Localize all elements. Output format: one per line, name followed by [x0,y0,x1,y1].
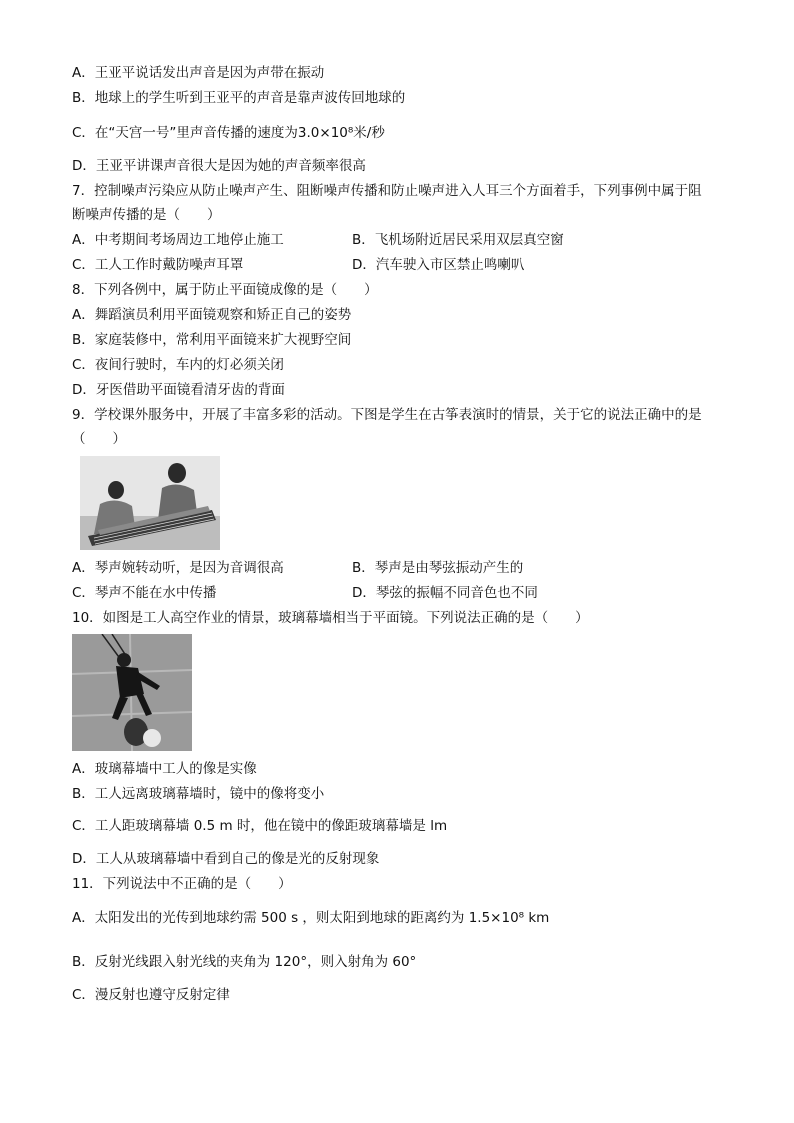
q9-option-a: A．琴声婉转动听，是因为音调很高 [72,560,284,576]
q9-stem-line1: 9．学校课外服务中，开展了丰富多彩的活动。下图是学生在古筝表演时的情景，关于它的说法正确中的是 [72,407,702,423]
q8-stem: 8．下列各例中，属于防止平面镜成像的是（ ） [72,282,378,298]
q10-option-b: B．工人远离玻璃幕墙时，镜中的像将变小 [72,786,325,802]
q6-option-c: C．在“天宫一号”里声音传播的速度为3.0×10⁸米/秒 [72,125,385,141]
q6-option-b: B．地球上的学生听到王亚平的声音是靠声波传回地球的 [72,90,406,106]
q7-stem-line2: 断噪声传播的是（ ） [72,207,221,223]
q10-stem: 10．如图是工人高空作业的情景，玻璃幕墙相当于平面镜。下列说法正确的是（ ） [72,610,589,626]
q11-option-a: A．太阳发出的光传到地球约需 500 s ，则太阳到地球的距离约为 1.5×10⁸ km [72,910,550,926]
q7-option-b: B．飞机场附近居民采用双层真空窗 [352,232,564,248]
q11-option-c: C．漫反射也遵守反射定律 [72,987,230,1003]
q10-option-d: D．工人从玻璃幕墙中看到自己的像是光的反射现象 [72,851,380,867]
q9-option-b: B．琴声是由琴弦振动产生的 [352,560,524,576]
q6-option-a: A．王亚平说话发出声音是因为声带在振动 [72,65,325,81]
q7-option-c: C．工人工作时戴防噪声耳罩 [72,257,244,273]
q8-option-c: C．夜间行驶时，车内的灯必须关闭 [72,357,284,373]
q9-stem-line2: （ ） [72,431,126,447]
q7-stem-line1: 7．控制噪声污染应从防止噪声产生、阻断噪声传播和防止噪声进入人耳三个方面着手，下列事例中属于阻 [72,183,702,199]
q9-option-d: D．琴弦的振幅不同音色也不同 [352,585,538,601]
q8-option-b: B．家庭装修中，常利用平面镜来扩大视野空间 [72,332,352,348]
q7-option-a: A．中考期间考场周边工地停止施工 [72,232,284,248]
q8-option-a: A．舞蹈演员利用平面镜观察和矫正自己的姿势 [72,307,352,323]
q6-option-d: D．王亚平讲课声音很大是因为她的声音频率很高 [72,158,366,174]
window-cleaner-photo [72,634,192,751]
guzheng-performance-photo [80,456,220,550]
q7-option-d: D．汽车驶入市区禁止鸣喇叭 [352,257,525,273]
q9-option-c: C．琴声不能在水中传播 [72,585,217,601]
q10-option-c: C．工人距玻璃幕墙 0.5 m 时，他在镜中的像距玻璃幕墙是 lm [72,818,448,834]
q8-option-d: D．牙医借助平面镜看清牙齿的背面 [72,382,285,398]
q10-option-a: A．玻璃幕墙中工人的像是实像 [72,761,257,777]
q11-option-b: B．反射光线跟入射光线的夹角为 120°，则入射角为 60° [72,954,417,970]
q11-stem: 11．下列说法中不正确的是（ ） [72,876,292,892]
